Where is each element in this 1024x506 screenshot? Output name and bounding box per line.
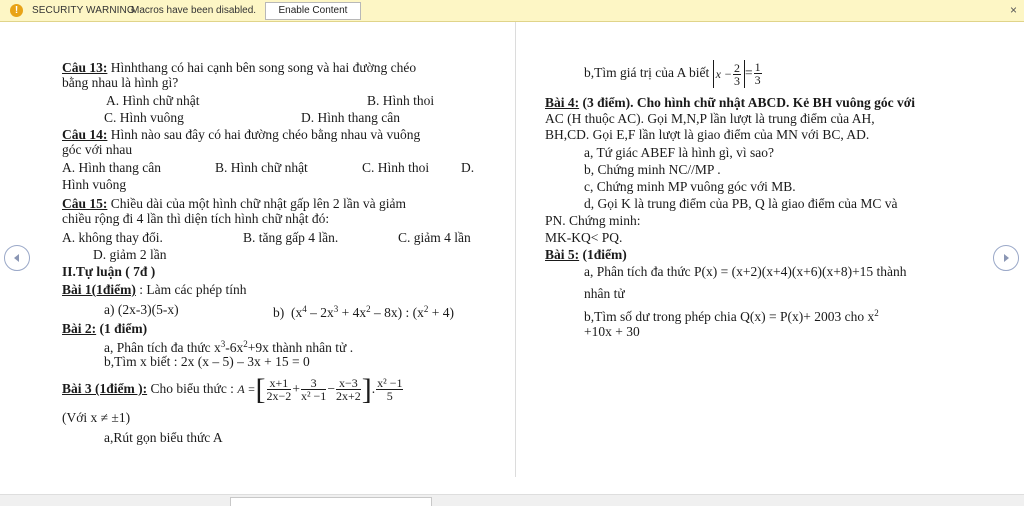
next-page-button[interactable] xyxy=(993,245,1019,271)
q14-option-a: A. Hình thang cân xyxy=(62,160,161,175)
b2-heading: Bài 2: (1 điểm) xyxy=(62,321,148,336)
b1-part-b: b) $(x^4 - 2x^3 + 4x^2 - 8x)$ : $(x^2 + 4)$ xyxy=(273,304,454,320)
b5-part-b-line2: +10x + 30 xyxy=(584,324,640,339)
q13-option-a: A. Hình chữ nhật xyxy=(106,93,200,108)
b5-part-a-line2: nhân tử xyxy=(584,286,625,301)
warning-icon: ! xyxy=(10,4,23,17)
q15-option-d: D. giảm 2 lần xyxy=(93,247,167,262)
enable-content-button[interactable]: Enable Content xyxy=(265,2,361,20)
b3-heading: Bài 3 (1điểm ): Cho biểu thức : A =[ $\frac{x+1}{2x-2}$ + $\frac{3}{\text{x² −1}}$ − $\frac{x-3}{2x+2}$ ]. $\frac{\text{x² −1}}{5}$ xyxy=(62,372,403,406)
b5-heading: Bài 5: (1điểm) xyxy=(545,247,627,262)
b4-part-c: c, Chứng minh MP vuông góc với MB. xyxy=(584,179,796,194)
close-icon[interactable]: × xyxy=(1010,3,1018,17)
b1-heading: Bài 1(1điểm) : Làm các phép tính xyxy=(62,282,247,297)
q13-option-c: C. Hình vuông xyxy=(104,110,184,125)
q14-option-d-text: Hình vuông xyxy=(62,177,127,192)
part2-heading: II.Tự luận ( 7đ ) xyxy=(62,264,156,279)
security-warning-bar xyxy=(0,0,1024,22)
security-warning-label: SECURITY WARNING xyxy=(32,5,135,16)
chevron-right-icon xyxy=(1001,253,1011,263)
q13-line2: bằng nhau là hình gì? xyxy=(62,75,179,90)
b3-part-a: a,Rút gọn biểu thức A xyxy=(104,430,223,445)
q14-option-b: B. Hình chữ nhật xyxy=(215,160,308,175)
b4-part-b: b, Chứng minh NC//MP . xyxy=(584,162,721,177)
b2-part-b: b,Tìm x biết : 2x (x – 5) – 3x + 15 = 0 xyxy=(104,354,310,369)
b4-line1: Bài 4: (3 điểm). Cho hình chữ nhật ABCD. Kẻ BH vuông góc với xyxy=(545,95,916,110)
q13-option-d: D. Hình thang cân xyxy=(301,110,400,125)
q15-option-c: C. giảm 4 lần xyxy=(398,230,471,245)
q15-line2: chiều rộng đi 4 lần thì diện tích hình chữ nhật đó: xyxy=(62,211,330,226)
b1-part-a: a) (2x-3)(5-x) xyxy=(104,302,179,317)
q13-option-b: B. Hình thoi xyxy=(367,93,435,108)
b3-part-b: b,Tìm giá trị của A biết x − $\frac{2}{3}$ = $\frac{1}{3}$ xyxy=(584,60,761,89)
chevron-left-icon xyxy=(12,253,22,263)
q15-line1: Câu 15: Chiều dài của một hình chữ nhật gấp lên 2 lần và giảm xyxy=(62,196,407,211)
q15-option-a: A. không thay đổi. xyxy=(62,230,163,245)
q14-line2: góc với nhau xyxy=(62,142,133,157)
page-divider xyxy=(515,22,516,477)
q13-line1: Câu 13: Hìnhthang có hai cạnh bên song song và hai đường chéo xyxy=(62,60,417,75)
b4-line3: BH,CD. Gọi E,F lần lượt là giao điểm của MN với BC, AD. xyxy=(545,127,870,142)
q14-line1: Câu 14: Hình nào sau đây có hai đường chéo bằng nhau và vuông xyxy=(62,127,421,142)
q14-option-c: C. Hình thoi xyxy=(362,160,430,175)
security-warning-message: Macros have been disabled. xyxy=(131,5,257,16)
b4-part-a: a, Tứ giác ABEF là hình gì, vì sao? xyxy=(584,145,775,160)
b5-part-b: b,Tìm số dư trong phép chia Q(x) = P(x)+ 2003 cho $x^2$ xyxy=(584,308,879,324)
bottom-strip xyxy=(0,494,1024,506)
bottom-input-box[interactable] xyxy=(230,497,432,506)
q14-option-d: D. xyxy=(461,160,475,175)
b5-part-a: a, Phân tích đa thức P(x) = (x+2)(x+4)(x+6)(x+8)+15 thành xyxy=(584,264,907,279)
b3-condition: (Với x ≠ ±1) xyxy=(62,410,131,425)
b4-part-d-line2: PN. Chứng minh: xyxy=(545,213,641,228)
b4-part-d: d, Gọi K là trung điểm của PB, Q là giao điểm của MC và xyxy=(584,196,898,211)
b4-line2: AC (H thuộc AC). Gọi M,N,P lần lượt là trung điểm của AH, xyxy=(545,111,875,126)
prev-page-button[interactable] xyxy=(4,245,30,271)
b4-part-d-line3: MK-KQ< PQ. xyxy=(545,230,623,245)
b2-part-a: a, Phân tích đa thức $x^3-6x^2+9x$ thành nhân tử . xyxy=(104,339,354,355)
q15-option-b: B. tăng gấp 4 lần. xyxy=(243,230,339,245)
